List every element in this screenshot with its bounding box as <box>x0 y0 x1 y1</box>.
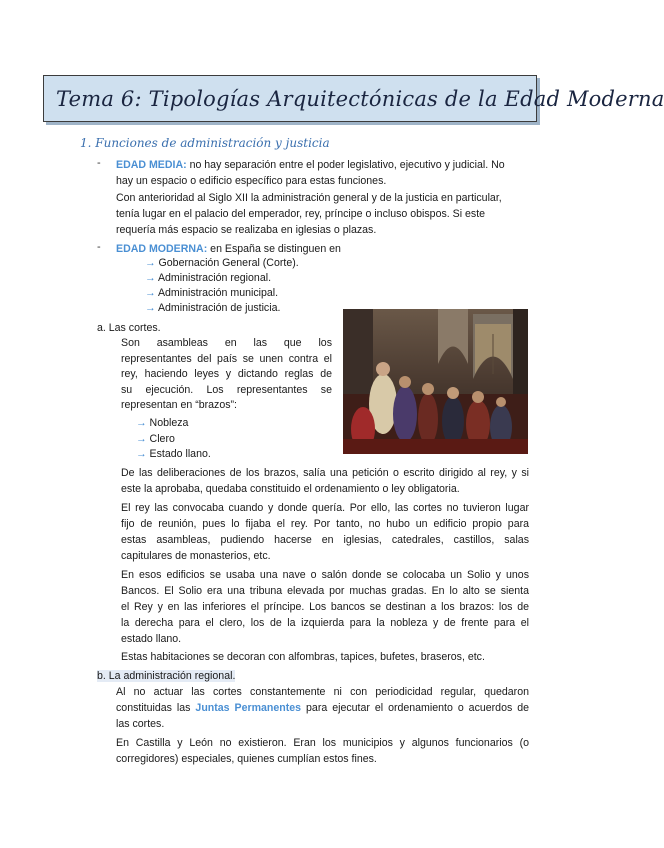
item-label: Administración de justicia. <box>157 302 281 314</box>
line: estas asambleas, pudiendo hacerse en iglesias, catedrales, castillos, salas <box>121 534 529 546</box>
arrow-icon: → <box>145 257 156 269</box>
edad-moderna-paragraph <box>116 241 526 257</box>
text: para ejecutar el ordenamiento o acuerdos de <box>301 702 529 714</box>
brazos-list <box>136 416 211 463</box>
line: Al no actuar las cortes constantemente ni con periodicidad regular, quedaron <box>116 686 529 698</box>
list-item <box>145 271 395 286</box>
line: fijo de reunión, pues lo fijaba el rey. Por tanto, no hubo un edificio propio para <box>121 518 529 530</box>
line: tenía lugar en el palacio del emperador, rey, príncipe o incluso obispos. Si este <box>116 208 486 220</box>
cortes-painting <box>343 309 528 454</box>
cortes-paragraph-3 <box>121 567 529 647</box>
item-label: Administración regional. <box>157 272 272 284</box>
line: En Castilla y León no existieron. Eran los municipios y algunos funcionarios (o <box>116 737 529 749</box>
line: las cortes. <box>116 718 165 730</box>
cortes-paragraph-2 <box>121 500 529 564</box>
line: este la aprobaba, quedaba constituido el ordenamiento o ley obligatoria. <box>121 483 460 495</box>
page-title: Tema 6: Tipologías Arquitectónicas de la Edad Moderna <box>56 86 664 111</box>
list-item <box>145 256 395 271</box>
line: corregidores) especiales, quienes cumplían estos fines. <box>116 753 377 765</box>
cortes-intro <box>121 336 332 414</box>
arrow-icon: → <box>136 448 147 460</box>
edad-moderna-label: EDAD MODERNA: <box>116 243 208 255</box>
line: De las deliberaciones de los brazos, salía una petición o escrito dirigido al rey, y si <box>121 467 529 479</box>
line: Con anterioridad al Siglo XII la administración general y de la justicia en particular, <box>116 192 502 204</box>
list-item <box>136 447 211 463</box>
edad-media-text: no hay separación entre el poder legislativo, ejecutivo y judicial. No <box>186 159 505 171</box>
title-box <box>43 75 664 122</box>
line: representan en “brazos”: <box>121 399 238 411</box>
regional-heading <box>97 668 235 684</box>
item-label: Nobleza <box>149 417 189 429</box>
line: el Rey y en las inferiores el príncipe. Los bancos se destinan a los brazos: los de <box>121 601 529 613</box>
list-item <box>145 286 395 301</box>
text: constituidas las <box>116 702 196 714</box>
administration-list <box>145 256 395 316</box>
section-heading: 1. Funciones de administración y justicia <box>80 136 330 150</box>
line: Son asambleas en las que los <box>121 337 332 349</box>
item-label: Gobernación General (Corte). <box>158 257 299 269</box>
arrow-icon: → <box>136 417 147 429</box>
line: representantes del país se unen contra el <box>121 352 332 365</box>
regional-paragraph-2 <box>116 735 529 767</box>
cortes-paragraph-1 <box>121 465 529 497</box>
arrow-icon: → <box>145 302 156 314</box>
regional-paragraph-1 <box>116 684 529 732</box>
cortes-paragraph-4: Estas habitaciones se decoran con alfombras, tapices, bufetes, braseros, etc. <box>121 651 485 663</box>
edad-media-para <box>116 190 526 238</box>
bullet-dash: - <box>97 241 101 253</box>
edad-media-paragraph <box>116 157 526 189</box>
line <box>116 700 529 716</box>
edad-media-text-2: hay un espacio o edificio específico para estas funciones. <box>116 175 387 187</box>
line: estado llano. <box>121 633 182 645</box>
painting-image <box>343 309 528 454</box>
edad-media-label: EDAD MEDIA: <box>116 159 187 171</box>
item-label: Administración municipal. <box>157 287 279 299</box>
list-item <box>136 432 211 448</box>
juntas-permanentes-keyword: Juntas Permanentes <box>195 702 302 714</box>
arrow-icon: → <box>145 287 156 299</box>
arrow-icon: → <box>136 432 147 445</box>
list-item <box>136 416 211 432</box>
bullet-dash: - <box>97 157 101 169</box>
line: Bancos. El Solio era una tribuna elevada por muchas gradas. En lo alto se sienta <box>121 585 529 597</box>
line: capitulares de monasterios, etc. <box>121 550 271 562</box>
item-label: Clero <box>149 432 175 445</box>
edad-moderna-text: en España se distinguen en <box>207 243 341 255</box>
line: rey, haciendo leyes y dictando reglas de <box>121 368 332 380</box>
line: El rey las convocaba cuando y donde quería. Por ello, las cortes no tuvieron lugar <box>121 502 529 514</box>
line: su ejecución. Los representantes se <box>121 383 332 396</box>
line: requería más espacio se realizaba en iglesias o plazas. <box>116 224 377 236</box>
line: la derecha para el clero, los de la izquierda para la nobleza y de frente para el <box>121 617 529 629</box>
cortes-heading: a. Las cortes. <box>97 322 161 334</box>
item-label: Estado llano. <box>149 448 211 460</box>
line: En esos edificios se usaba una nave o salón donde se colocaba un Solio y unos <box>121 569 529 581</box>
regional-heading-text: b. La administración regional. <box>97 670 236 682</box>
arrow-icon: → <box>145 272 156 284</box>
